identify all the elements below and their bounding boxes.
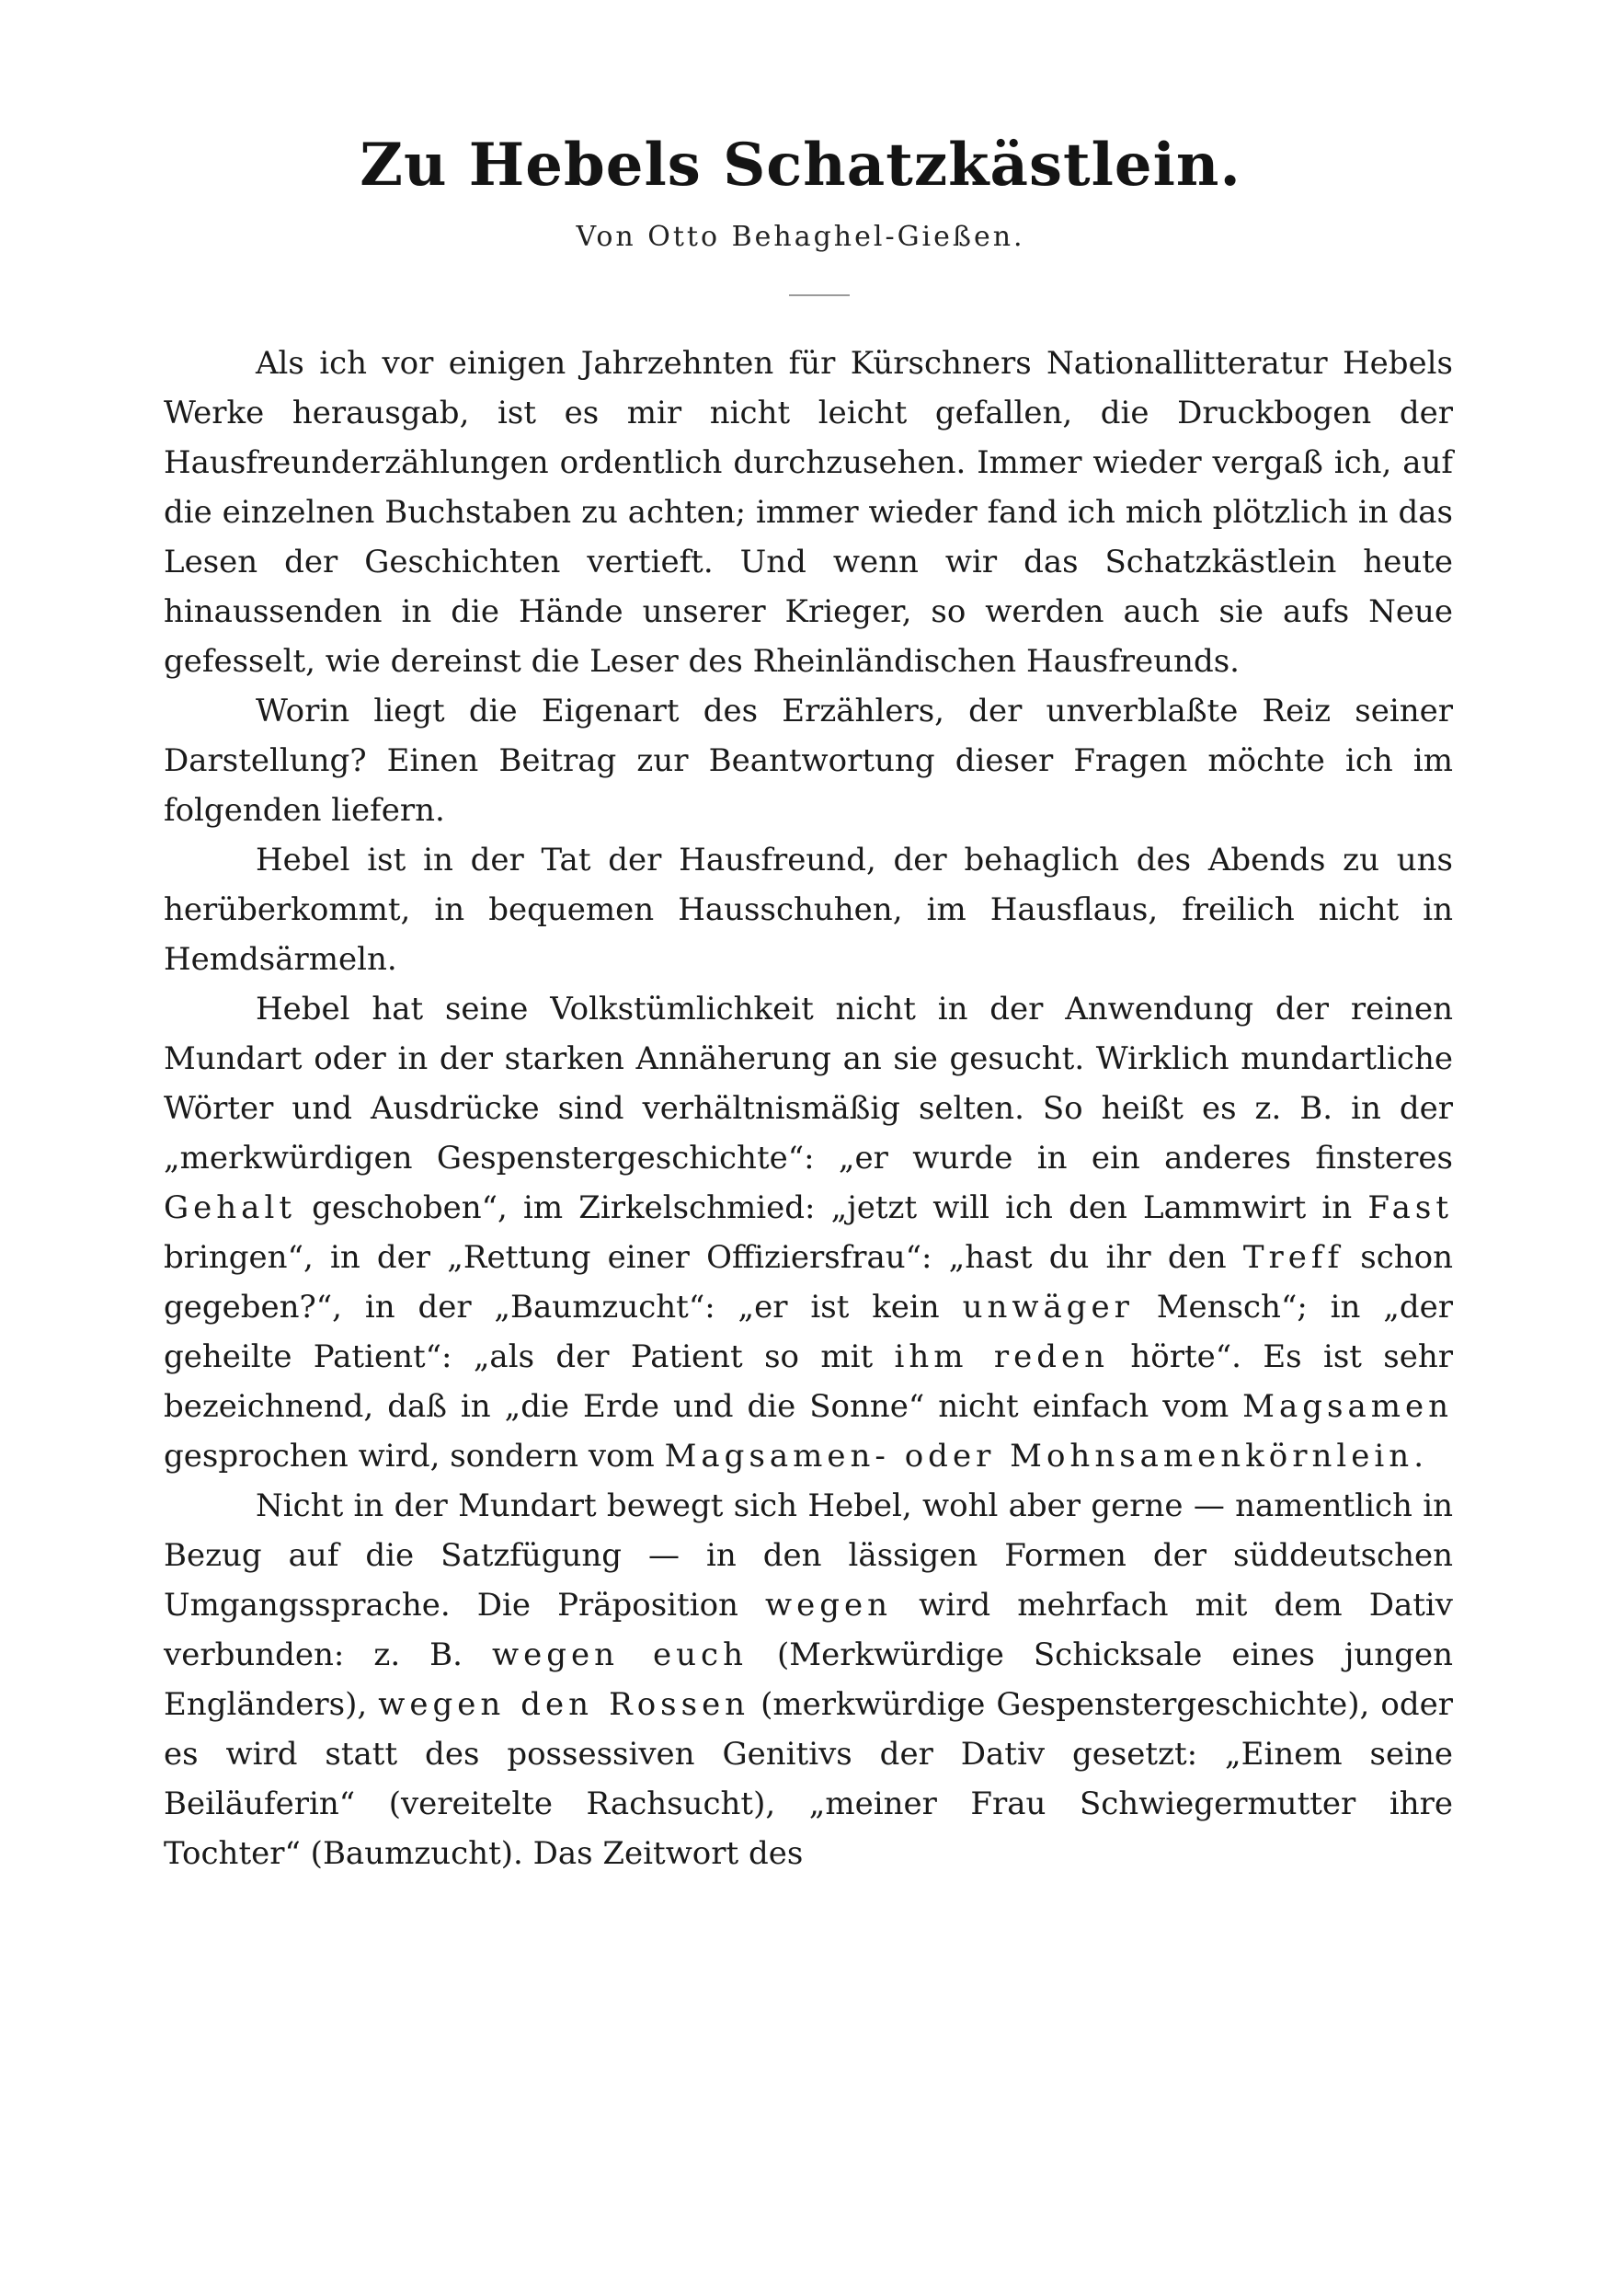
spaced-term: Magsamen	[1242, 1388, 1453, 1425]
spaced-term: Magsamen- oder Mohnsamenkörnlein	[664, 1438, 1414, 1475]
text-run: Nicht in der Mundart bewegt sich Hebel, wohl aber gerne — namentlich in Bezug auf die Satzfügung — in den lässigen Formen der süddeutschen Umgangssprache. Die Präposition	[164, 1487, 1453, 1624]
text-run: Mensch“; in „der geheilte Patient“: „als der Patient so mit	[164, 1289, 1454, 1375]
text-run: geschoben“, im Zirkelschmied: „jetzt will ich den Lammwirt in	[296, 1189, 1368, 1226]
text-run: (merkwürdige Gespenstergeschichte), oder es wird statt des possessiven Genitivs der Dativ gesetzt: „Einem seine Beiläuferin“ (vereitelte Rachsucht), „meiner Frau Schwiegermutter ihre Tochter“ (Baumzucht). Das Zeitwort des	[164, 1686, 1454, 1872]
text-run: wird mehrfach mit dem Dativ verbunden: z. B.	[164, 1587, 1453, 1673]
paragraph-4	[164, 984, 1453, 1481]
article-body	[164, 339, 1453, 1878]
spaced-term: Fast	[1367, 1189, 1453, 1226]
paragraph-1: Als ich vor einigen Jahrzehnten für Kürschners Nationallitteratur Hebels Werke herausgab, ist es mir nicht leicht gefallen, die Druckbogen der Hausfreunderzählungen ordentlich durchzusehen. Immer wieder vergaß ich, auf die einzelnen Buchstaben zu achten; immer wieder fand ich mich plötzlich in das Lesen der Geschichten vertieft. Und wenn wir das Schatzkästlein heute hinaussenden in die Hände unserer Krieger, so werden auch sie aufs Neue gefesselt, wie dereinst die Leser des Rheinländischen Hausfreunds.	[164, 345, 1453, 680]
spaced-term: Treff	[1242, 1239, 1344, 1276]
spaced-term: Gehalt	[164, 1189, 296, 1226]
text-run: .	[1413, 1438, 1424, 1475]
text-run: gesprochen wird, sondern vom	[164, 1438, 665, 1475]
text-run: bringen“, in der „Rettung einer Offiziersfrau“: „hast du ihr den	[164, 1239, 1243, 1276]
spaced-term: wegen den Rossen	[378, 1686, 750, 1723]
paragraph-3: Hebel ist in der Tat der Hausfreund, der behaglich des Abends zu uns herüberkommt, in bequemen Hausschuhen, im Hausflaus, freilich nicht in Hemdsärmeln.	[164, 842, 1453, 978]
author-byline: Von Otto Behaghel-Gießen.	[576, 221, 1025, 253]
text-run: (Merkwürdige Schicksale eines jungen Engländers),	[164, 1636, 1453, 1723]
text-run: hörte“. Es ist sehr bezeichnend, daß in „die Erde und die Sonne“ nicht einfach vom	[164, 1338, 1453, 1425]
page-title: Zu Hebels Schatzkästlein.	[360, 131, 1241, 200]
title-divider	[789, 294, 850, 296]
paragraph-5	[164, 1481, 1453, 1878]
spaced-term: unwäger	[962, 1289, 1134, 1326]
spaced-term: wegen	[765, 1587, 893, 1624]
text-run: schon gegeben?“, in der „Baumzucht“: „er ist kein	[164, 1239, 1454, 1326]
text-run: Hebel hat seine Volkstümlichkeit nicht in der Anwendung der reinen Mundart oder in der starken Annäherung an sie gesucht. Wirklich mundartliche Wörter und Ausdrücke sind verhältnismäßig selten. So heißt es z. B. in der „merkwürdigen Gespenstergeschichte“: „er wurde in ein anderes finsteres	[164, 991, 1453, 1177]
spaced-term: ihm reden	[894, 1338, 1110, 1375]
paragraph-2: Worin liegt die Eigenart des Erzählers, der unverblaßte Reiz seiner Darstellung? Einen Beitrag zur Beantwortung dieser Fragen möchte ich im folgenden liefern.	[164, 693, 1453, 829]
spaced-term: wegen euch	[491, 1636, 748, 1673]
